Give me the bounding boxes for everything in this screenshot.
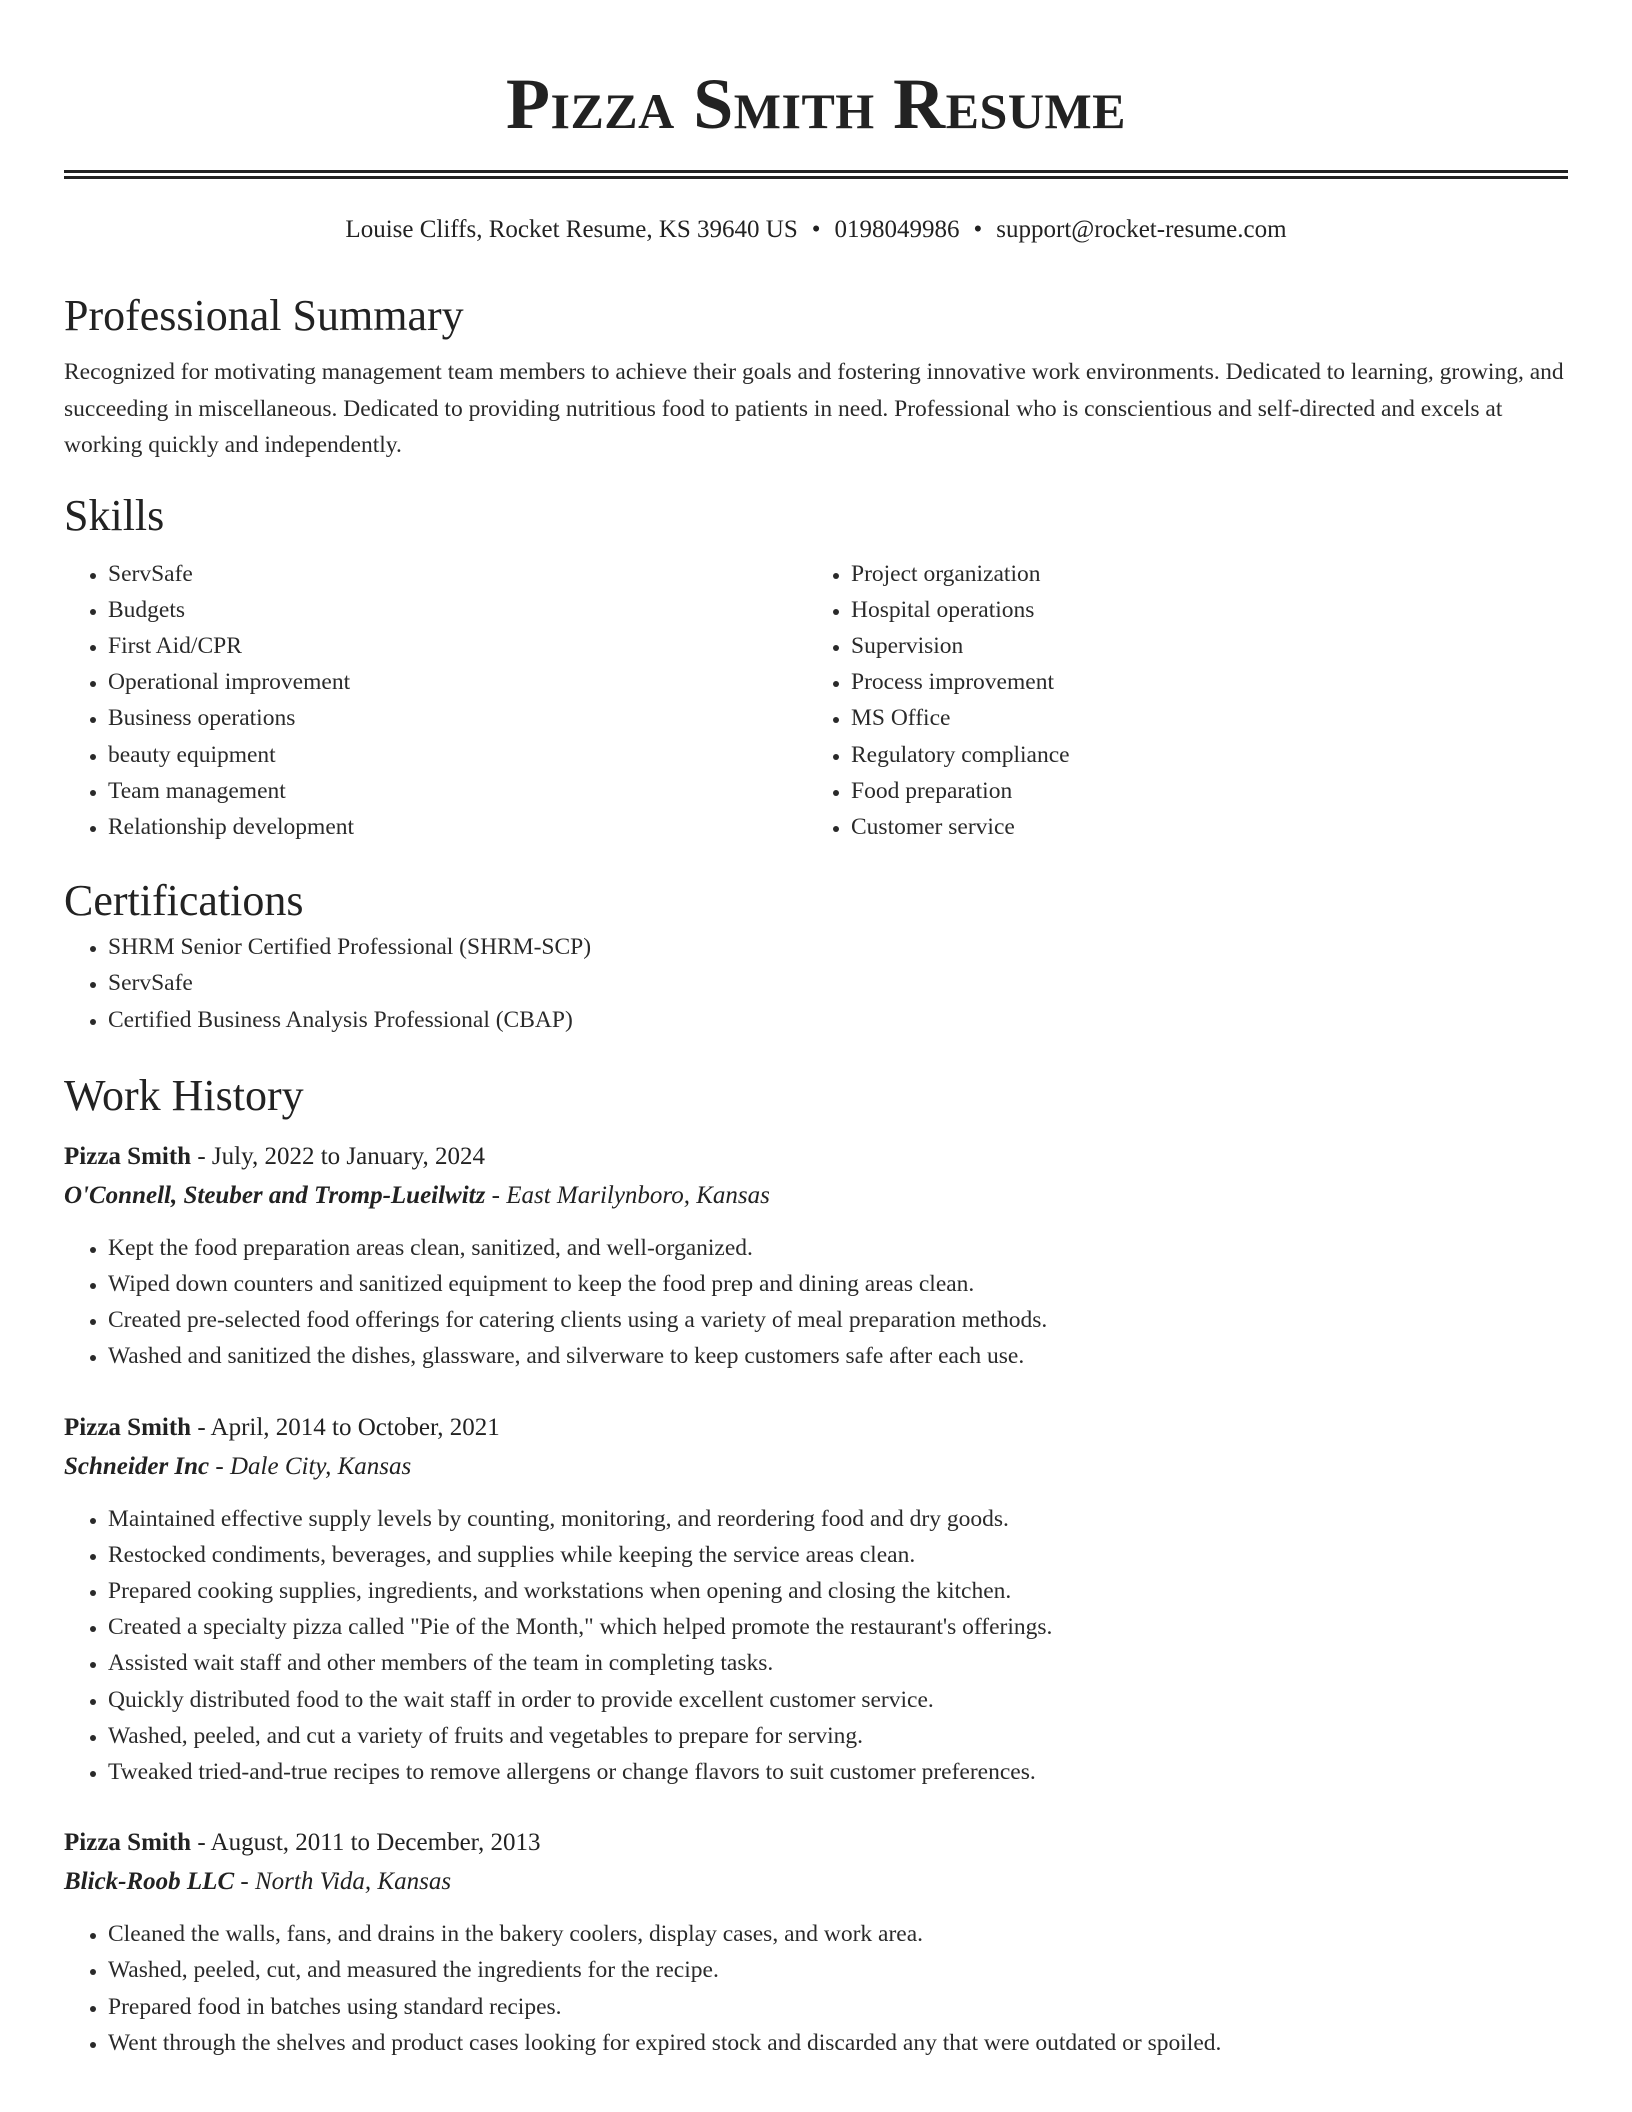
job-entry: [64, 1824, 1568, 2061]
skills-left-column: [64, 556, 807, 846]
job-duty-item: • Washed, peeled, and cut a variety of fruits and vegetables to prepare for serving.: [108, 1718, 1568, 1754]
contact-separator: •: [811, 216, 821, 243]
job-company: O'Connell, Steuber and Tromp-Lueilwitz: [64, 1181, 486, 1209]
job-duty-item: • Prepared cooking supplies, ingredients, and workstations when opening and closing the kitchen.: [108, 1573, 1568, 1609]
job-duty-item: • Maintained effective supply levels by counting, monitoring, and reordering food and dry goods.: [108, 1501, 1568, 1537]
job-location: North Vida, Kansas: [254, 1868, 452, 1896]
job-duties-list: [64, 1230, 1568, 1375]
contact-separator: •: [973, 216, 983, 243]
job-duties-list: [64, 1916, 1568, 2061]
job-title-line: Pizza Smith - July, 2022 to January, 2024: [64, 1142, 486, 1170]
job-title: Pizza Smith: [64, 1142, 192, 1170]
work-history-heading: Work History: [64, 1070, 304, 1120]
skill-item: • Process improvement: [851, 664, 1550, 700]
job-company-line: Blick-Roob LLC - North Vida, Kansas: [64, 1868, 452, 1896]
contact-line: [64, 212, 1568, 248]
skill-item: • Relationship development: [108, 809, 807, 845]
job-duty-item: • Prepared food in batches using standard recipes.: [108, 1989, 1568, 2025]
certification-item: • SHRM Senior Certified Professional (SHRM-SCP): [108, 929, 1568, 965]
job-duty-item: • Washed, peeled, cut, and measured the ingredients for the recipe.: [108, 1952, 1568, 1988]
job-company-line: Schneider Inc - Dale City, Kansas: [64, 1452, 412, 1480]
summary-heading: Professional Summary: [64, 291, 464, 340]
job-duty-item: • Tweaked tried-and-true recipes to remove allergens or change flavors to suit customer preferences.: [108, 1754, 1568, 1790]
skill-item: • Budgets: [108, 592, 807, 628]
job-location: East Marilynboro, Kansas: [506, 1181, 770, 1209]
skill-item: • Food preparation: [851, 773, 1550, 809]
job-duty-item: • Went through the shelves and product cases looking for expired stock and discarded any that were outdated or spoiled.: [108, 2025, 1568, 2061]
job-duty-item: • Assisted wait staff and other members of the team in completing tasks.: [108, 1645, 1568, 1681]
job-duty-item: • Created a specialty pizza called "Pie of the Month," which helped promote the restaurant's offerings.: [108, 1609, 1568, 1645]
work-history-section: [64, 1068, 1568, 2061]
skill-item: • Regulatory compliance: [851, 737, 1550, 773]
skill-item: • Business operations: [108, 700, 807, 736]
skills-columns: [64, 556, 1568, 846]
skill-item: • Hospital operations: [851, 592, 1550, 628]
skill-item: • Customer service: [851, 809, 1550, 845]
title-double-rule: [64, 170, 1568, 179]
skill-item: • MS Office: [851, 700, 1550, 736]
job-entry: [64, 1409, 1568, 1791]
resume-title: Pizza Smith Resume: [506, 64, 1126, 144]
certifications-heading: Certifications: [64, 876, 304, 926]
job-duty-item: • Cleaned the walls, fans, and drains in the bakery coolers, display cases, and work area.: [108, 1916, 1568, 1952]
skill-item: • ServSafe: [108, 556, 807, 592]
certification-item: • Certified Business Analysis Professional (CBAP): [108, 1002, 1568, 1038]
job-dates: April, 2014 to October, 2021: [210, 1413, 500, 1441]
skills-right-column: [807, 556, 1550, 846]
job-title-line: Pizza Smith - August, 2011 to December, 2013: [64, 1829, 541, 1857]
job-duty-item: • Wiped down counters and sanitized equipment to keep the food prep and dining areas clean.: [108, 1266, 1568, 1302]
skill-item: • Supervision: [851, 628, 1550, 664]
job-title: Pizza Smith: [64, 1413, 192, 1441]
certifications-list: [64, 929, 1568, 1038]
certifications-section: [64, 873, 1568, 1038]
certification-item: • ServSafe: [108, 965, 1568, 1001]
job-company: Schneider Inc: [64, 1452, 210, 1480]
job-location: Dale City, Kansas: [229, 1452, 412, 1480]
skill-item: • Operational improvement: [108, 664, 807, 700]
job-company: Blick-Roob LLC: [64, 1868, 235, 1896]
skill-item: • First Aid/CPR: [108, 628, 807, 664]
skill-item: • beauty equipment: [108, 737, 807, 773]
skill-item: • Team management: [108, 773, 807, 809]
job-dates: July, 2022 to January, 2024: [211, 1142, 486, 1170]
summary-section: [64, 288, 1568, 464]
job-title: Pizza Smith: [64, 1829, 192, 1857]
contact-phone: 0198049986: [834, 216, 960, 243]
job-duty-item: • Quickly distributed food to the wait staff in order to provide excellent customer service.: [108, 1682, 1568, 1718]
job-duty-item: • Created pre-selected food offerings for catering clients using a variety of meal preparation methods.: [108, 1302, 1568, 1338]
contact-email: support@rocket-resume.com: [996, 216, 1287, 243]
job-duty-item: • Kept the food preparation areas clean, sanitized, and well-organized.: [108, 1230, 1568, 1266]
contact-address: Louise Cliffs, Rocket Resume, KS 39640 US: [345, 216, 798, 243]
skills-heading: Skills: [64, 490, 165, 540]
summary-text: Recognized for motivating management team members to achieve their goals and fostering innovative work environments. Dedicated to learning, growing, and succeeding in miscellaneous. Dedicated to providing nutritious food to patients in need. Professional who is conscientious and self-directed and excels at working quickly and independently.: [64, 359, 1564, 458]
job-company-line: O'Connell, Steuber and Tromp-Lueilwitz - East Marilynboro, Kansas: [64, 1181, 770, 1209]
job-duties-list: [64, 1501, 1568, 1791]
job-dates: August, 2011 to December, 2013: [210, 1829, 541, 1857]
job-title-line: Pizza Smith - April, 2014 to October, 2021: [64, 1413, 500, 1441]
skill-item: • Project organization: [851, 556, 1550, 592]
job-entry: [64, 1138, 1568, 1375]
job-duty-item: • Restocked condiments, beverages, and supplies while keeping the service areas clean.: [108, 1537, 1568, 1573]
job-duty-item: • Washed and sanitized the dishes, glassware, and silverware to keep customers safe after each use.: [108, 1338, 1568, 1374]
skills-section: [64, 488, 1568, 846]
